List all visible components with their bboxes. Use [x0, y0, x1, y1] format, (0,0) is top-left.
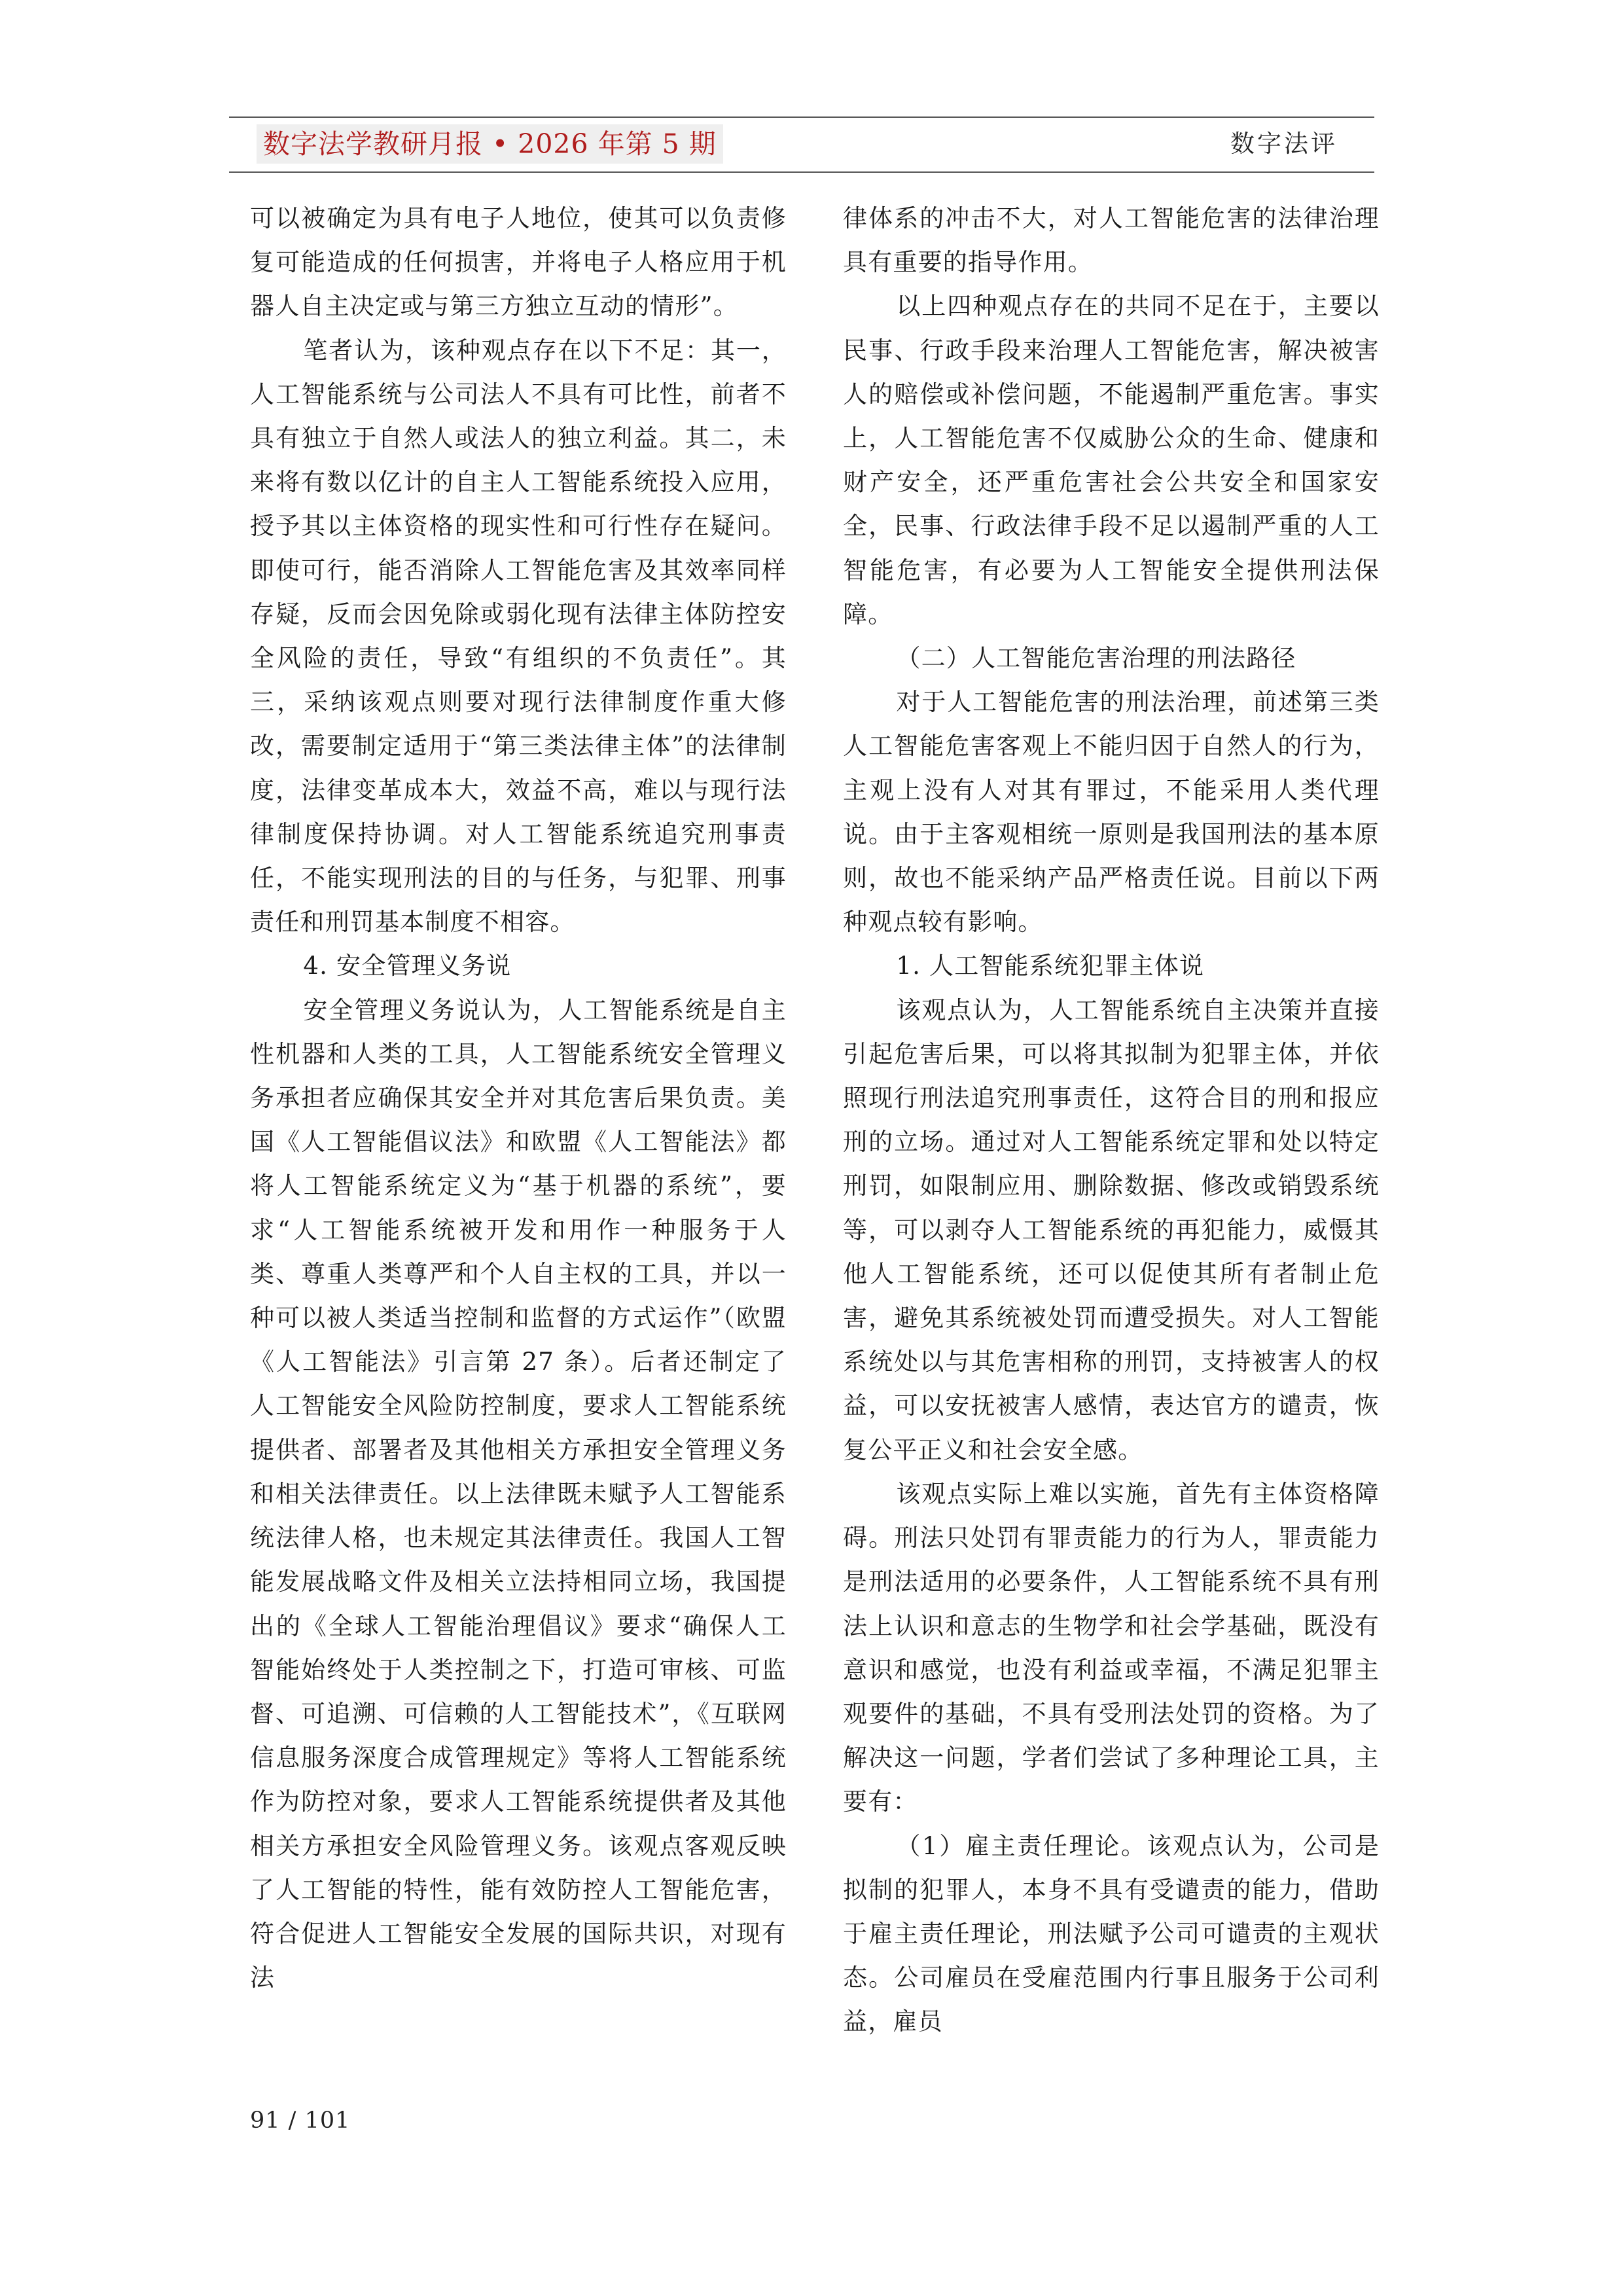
- section-name: 数字法评: [1230, 130, 1338, 158]
- body-paragraph: 该观点实际上难以实施，首先有主体资格障碍。刑法只处罚有罪责能力的行为人，罪责能力是刑法适用的必要条件，人工智能系统不具有刑法上认识和意志的生物学和社会学基础，既没有意识和感觉，也没有利益或幸福，不满足犯罪主观要件的基础，不具有受刑法处罚的资格。为了解决这一问题，学者们尝试了多种理论工具，主要有：: [843, 1479, 1380, 1816]
- continued-paragraph: 律体系的冲击不大，对人工智能危害的法律治理具有重要的指导作用。: [843, 204, 1380, 277]
- body-paragraph: 笔者认为，该种观点存在以下不足：其一，人工智能系统与公司法人不具有可比性，前者不具有独立于自然人或法人的独立利益。其二，未来将有数以亿计的自主人工智能系统投入应用，授予其以主体资格的现实性和可行性存在疑问。即使可行，能否消除人工智能危害及其效率同样存疑，反而会因免除或弱化现有法律主体防控安全风险的责任，导致“有组织的不负责任”。其三，采纳该观点则要对现行法律制度作重大修改，需要制定适用于“第三类法律主体”的法律制度，法律变革成本大，效益不高，难以与现行法律制度保持协调。对人工智能系统追究刑事责任，不能实现刑法的目的与任务，与犯罪、刑事责任和刑罚基本制度不相容。: [250, 336, 787, 937]
- journal-title: 数字法学教研月报 • 2026 年第 5 期: [257, 124, 723, 164]
- header-bottom-rule: [229, 171, 1374, 173]
- page-number: 91 / 101: [250, 2108, 351, 2134]
- header-top-rule: [229, 117, 1374, 118]
- section-heading: 1. 人工智能系统犯罪主体说: [896, 952, 1205, 980]
- right-column: [843, 196, 1380, 2044]
- continued-paragraph: 可以被确定为具有电子人地位，使其可以负责修复可能造成的任何损害，并将电子人格应用于机器人自主决定或与第三方独立互动的情形”。: [250, 204, 787, 321]
- left-column: [250, 196, 787, 2000]
- section-heading: （二）人工智能危害治理的刑法路径: [896, 644, 1296, 673]
- body-paragraph: 该观点认为，人工智能系统自主决策并直接引起危害后果，可以将其拟制为犯罪主体，并依照现行刑法追究刑事责任，这符合目的刑和报应刑的立场。通过对人工智能系统定罪和处以特定刑罚，如限制应用、删除数据、修改或销毁系统等，可以剥夺人工智能系统的再犯能力，威慑其他人工智能系统，还可以促使其所有者制止危害，避免其系统被处罚而遭受损失。对人工智能系统处以与其危害相称的刑罚，支持被害人的权益，可以安抚被害人感情，表达官方的谴责，恢复公平正义和社会安全感。: [843, 996, 1380, 1464]
- section-heading: 4. 安全管理义务说: [303, 952, 512, 980]
- body-paragraph: 以上四种观点存在的共同不足在于，主要以民事、行政手段来治理人工智能危害，解决被害人的赔偿或补偿问题，不能遏制严重危害。事实上，人工智能危害不仅威胁公众的生命、健康和财产安全，还严重危害社会公共安全和国家安全，民事、行政法律手段不足以遏制严重的人工智能危害，有必要为人工智能安全提供刑法保障。: [843, 292, 1380, 628]
- body-paragraph: 对于人工智能危害的刑法治理，前述第三类人工智能危害客观上不能归因于自然人的行为，主观上没有人对其有罪过，不能采用人类代理说。由于主客观相统一原则是我国刑法的基本原则，故也不能采纳产品严格责任说。目前以下两种观点较有影响。: [843, 688, 1380, 937]
- body-paragraph: （1）雇主责任理论。该观点认为，公司是拟制的犯罪人，本身不具有受谴责的能力，借助于雇主责任理论，刑法赋予公司可谴责的主观状态。公司雇员在受雇范围内行事且服务于公司利益，雇员: [843, 1831, 1380, 2036]
- body-paragraph: 安全管理义务说认为，人工智能系统是自主性机器和人类的工具，人工智能系统安全管理义务承担者应确保其安全并对其危害后果负责。美国《人工智能倡议法》和欧盟《人工智能法》都将人工智能系统定义为“基于机器的系统”，要求“人工智能系统被开发和用作一种服务于人类、尊重人类尊严和个人自主权的工具，并以一种可以被人类适当控制和监督的方式运作”（欧盟《人工智能法》引言第 27 条）。后者还制定了人工智能安全风险防控制度，要求人工智能系统提供者、部署者及其他相关方承担安全管理义务和相关法律责任。以上法律既未赋予人工智能系统法律人格，也未规定其法律责任。我国人工智能发展战略文件及相关立法持相同立场，我国提出的《全球人工智能治理倡议》要求“确保人工智能始终处于人类控制之下，打造可审核、可监督、可追溯、可信赖的人工智能技术”，《互联网信息服务深度合成管理规定》等将人工智能系统作为防控对象，要求人工智能系统提供者及其他相关方承担安全风险管理义务。该观点客观反映了人工智能的特性，能有效防控人工智能危害，符合促进人工智能安全发展的国际共识，对现有法: [250, 996, 787, 1992]
